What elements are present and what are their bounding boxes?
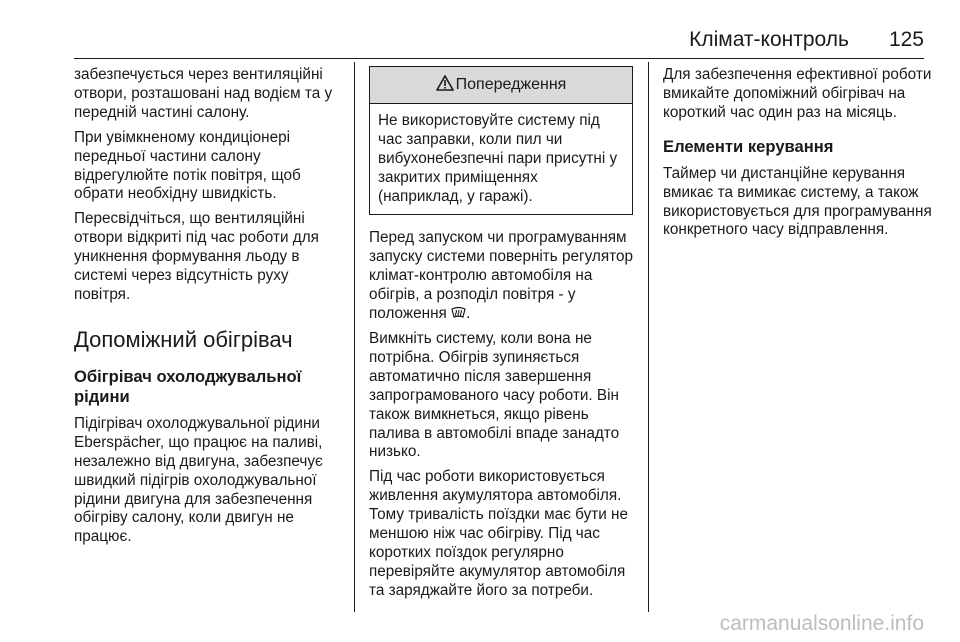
paragraph: Під час роботи використовується живлення акумулятора автомобіля. Тому тривалість поїздки має бути не меншою ніж час обігріву. Під час коротких поїздок регулярно перевіряйте акумулятор автомобіля та заряджайте його за потреби. xyxy=(369,468,629,599)
section-heading: Допоміжний обігрівач xyxy=(74,326,293,352)
warning-text: Не використовуйте систему під час заправки, коли пил чи вибухонебезпечні пари присутні у закритих приміщеннях (наприклад, у гаражі). xyxy=(378,111,618,205)
column-divider-1 xyxy=(354,62,355,612)
column-2 xyxy=(369,66,640,607)
paragraph-text-end: . xyxy=(466,305,471,323)
column-divider-2 xyxy=(648,62,649,612)
paragraph: При увімкненому кондиціонері передньої частини салону відрегулюйте потік повітря, щоб обрати необхідну швидкість. xyxy=(74,128,301,203)
warning-triangle-icon xyxy=(436,75,454,91)
watermark: carmanualsonline.info xyxy=(719,612,924,635)
column-1 xyxy=(74,66,346,553)
subheading: Обігрівач охолоджувальної рідини xyxy=(74,366,302,406)
windshield-defrost-icon xyxy=(451,306,466,319)
column-3 xyxy=(663,66,933,246)
page-header xyxy=(74,28,924,58)
paragraph: Для забезпечення ефективної роботи вмикайте допоміжний обігрівач на короткий час один раз на місяць. xyxy=(663,66,932,121)
paragraph: Підігрівач охолоджувальної рідини Eberspächer, що працює на паливі, незалежно від двигуна, забезпечує швидкий підігрів охолоджувальної рідини двигуна для забезпечення обігріву салону, коли двигун не працює. xyxy=(74,414,323,546)
warning-title: Попередження xyxy=(455,76,567,93)
paragraph: Таймер чи дистанційне керування вмикає та вимикає систему, а також використовується для програмування конкретного часу відправлення. xyxy=(663,164,932,239)
page-header-title: Клімат-контроль xyxy=(689,28,849,51)
paragraph: Вимкніть систему, коли вона не потрібна. Обігрів зупиняється автоматично після завершення запрограмованого часу роботи. Він також вимкнеться, якщо рівень палива в автомобілі впаде занадто низько. xyxy=(369,329,620,461)
paragraph: Пересвідчіться, що вентиляційні отвори відкриті під час роботи для уникнення формування льоду в системі через відсутність руху повітря. xyxy=(74,210,319,303)
paragraph xyxy=(369,229,640,324)
header-rule xyxy=(74,58,924,59)
warning-box xyxy=(369,66,633,215)
paragraph: забезпечується через вентиляційні отвори, розташовані над водієм та у передній частині салону. xyxy=(74,66,333,121)
paragraph-text: Перед запуском чи програмуванням запуску системи поверніть регулятор клімат-контролю автомобіля на обігрів, а розподіл повітря - у положення xyxy=(369,229,633,323)
page-number: 125 xyxy=(888,28,924,51)
subheading: Елементи керування xyxy=(663,136,834,156)
warning-header xyxy=(370,67,632,104)
